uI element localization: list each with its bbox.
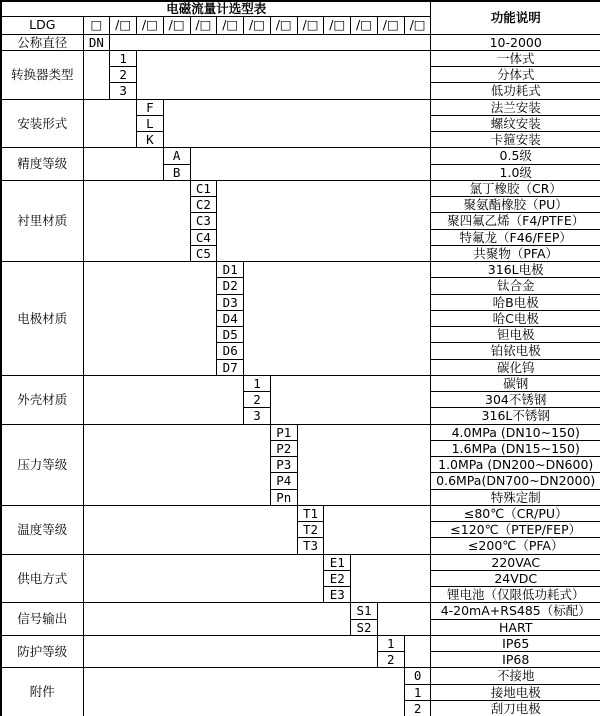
- code-box: /□: [404, 16, 431, 34]
- code-box: /□: [377, 16, 404, 34]
- filler-cell: [163, 99, 431, 148]
- code-cell: 1: [377, 635, 404, 651]
- code-box: /□: [270, 16, 297, 34]
- filler-cell: [83, 99, 137, 148]
- desc-cell: 不接地: [431, 668, 600, 684]
- page-title: 电磁流量计选型表: [1, 1, 431, 16]
- code-cell: E3: [324, 587, 351, 603]
- filler-cell: [404, 635, 431, 668]
- model-prefix: LDG: [1, 16, 83, 34]
- code-cell: Pn: [270, 489, 297, 505]
- code-cell: E1: [324, 554, 351, 570]
- code-cell: 2: [404, 700, 431, 716]
- desc-cell: 特氟龙（F46/FEP）: [431, 229, 600, 245]
- filler-cell: [83, 635, 377, 668]
- desc-cell: 24VDC: [431, 570, 600, 586]
- desc-cell: 氯丁橡胶（CR）: [431, 180, 600, 196]
- desc-cell: IP68: [431, 652, 600, 668]
- section-label: 外壳材质: [1, 375, 83, 424]
- code-cell: T1: [297, 505, 324, 521]
- section-label: 信号输出: [1, 603, 83, 636]
- code-cell: C3: [190, 213, 217, 229]
- code-cell: C5: [190, 245, 217, 261]
- desc-cell: 刮刀电极: [431, 700, 600, 716]
- code-cell: D2: [217, 278, 244, 294]
- function-description-header: 功能说明: [431, 1, 600, 34]
- code-cell: D5: [217, 327, 244, 343]
- desc-cell: HART: [431, 619, 600, 635]
- desc-cell: 碳钢: [431, 375, 600, 391]
- desc-cell: IP65: [431, 635, 600, 651]
- code-cell: 1: [404, 684, 431, 700]
- section-label: 精度等级: [1, 148, 83, 181]
- code-cell: S2: [351, 619, 378, 635]
- section-label: 供电方式: [1, 554, 83, 603]
- section-label: 防护等级: [1, 635, 83, 668]
- desc-cell: 聚四氟乙烯（F4/PTFE）: [431, 213, 600, 229]
- code-cell: 2: [244, 392, 271, 408]
- filler-cell: [297, 424, 431, 505]
- filler-cell: [137, 50, 431, 99]
- code-box: /□: [351, 16, 378, 34]
- desc-cell: 304不锈钢: [431, 392, 600, 408]
- section-label: 安装形式: [1, 99, 83, 148]
- desc-cell: ≤120℃（PTEP/FEP）: [431, 522, 600, 538]
- filler-cell: [83, 375, 244, 424]
- desc-cell: 0.6MPa(DN700~DN2000): [431, 473, 600, 489]
- desc-cell: 接地电极: [431, 684, 600, 700]
- code-cell: 3: [110, 83, 137, 99]
- code-cell: P1: [270, 424, 297, 440]
- filler-cell: [83, 50, 110, 99]
- code-cell: C4: [190, 229, 217, 245]
- code-cell: P4: [270, 473, 297, 489]
- filler-cell: [324, 505, 431, 554]
- desc-cell: 1.0MPa (DN200~DN600): [431, 457, 600, 473]
- code-cell: 2: [377, 652, 404, 668]
- code-box: /□: [190, 16, 217, 34]
- section-label: 附件: [1, 668, 83, 716]
- code-cell: P3: [270, 457, 297, 473]
- section-label: 公称直径: [1, 34, 83, 50]
- code-cell: T3: [297, 538, 324, 554]
- filler-cell: [83, 505, 297, 554]
- code-box: □: [83, 16, 110, 34]
- code-cell: A: [163, 148, 190, 164]
- filler-cell: [270, 375, 431, 424]
- code-box: /□: [110, 16, 137, 34]
- desc-cell: 聚氨酯橡胶（PU）: [431, 197, 600, 213]
- code-cell: P2: [270, 440, 297, 456]
- code-cell: B: [163, 164, 190, 180]
- desc-cell: 哈B电极: [431, 294, 600, 310]
- filler-cell: [244, 262, 431, 376]
- desc-cell: 一体式: [431, 50, 600, 66]
- filler-cell: [83, 180, 190, 261]
- code-box: /□: [163, 16, 190, 34]
- desc-cell: ≤80℃（CR/PU）: [431, 505, 600, 521]
- code-cell: D7: [217, 359, 244, 375]
- code-cell: D1: [217, 262, 244, 278]
- code-cell: D6: [217, 343, 244, 359]
- filler-cell: [351, 554, 431, 603]
- code-cell: K: [137, 132, 164, 148]
- code-box: /□: [217, 16, 244, 34]
- desc-cell: ≤200℃（PFA）: [431, 538, 600, 554]
- filler-cell: [83, 262, 217, 376]
- filler-cell: [83, 554, 324, 603]
- desc-cell: 低功耗式: [431, 83, 600, 99]
- desc-cell: 卡箍安装: [431, 132, 600, 148]
- section-label: 温度等级: [1, 505, 83, 554]
- code-cell: DN: [83, 34, 110, 50]
- code-cell: C2: [190, 197, 217, 213]
- code-cell: 1: [244, 375, 271, 391]
- section-label: 电极材质: [1, 262, 83, 376]
- filler-cell: [83, 148, 163, 181]
- desc-cell: 哈C电极: [431, 310, 600, 326]
- desc-cell: 共聚物（PFA）: [431, 245, 600, 261]
- desc-cell: 0.5级: [431, 148, 600, 164]
- desc-cell: 钛合金: [431, 278, 600, 294]
- desc-cell: 铂铱电极: [431, 343, 600, 359]
- desc-cell: 1.6MPa (DN15~150): [431, 440, 600, 456]
- desc-cell: 1.0级: [431, 164, 600, 180]
- filler-cell: [110, 34, 431, 50]
- filler-cell: [83, 603, 351, 636]
- desc-cell: 316L不锈钢: [431, 408, 600, 424]
- section-label: 转换器类型: [1, 50, 83, 99]
- filler-cell: [217, 180, 431, 261]
- filler-cell: [190, 148, 431, 181]
- desc-cell: 10-2000: [431, 34, 600, 50]
- desc-cell: 锂电池（仅限低功耗式）: [431, 587, 600, 603]
- code-box: /□: [297, 16, 324, 34]
- desc-cell: 分体式: [431, 67, 600, 83]
- desc-cell: 螺纹安装: [431, 115, 600, 131]
- code-box: /□: [244, 16, 271, 34]
- code-cell: D3: [217, 294, 244, 310]
- desc-cell: 220VAC: [431, 554, 600, 570]
- filler-cell: [83, 424, 270, 505]
- section-label: 衬里材质: [1, 180, 83, 261]
- code-box: /□: [137, 16, 164, 34]
- code-cell: S1: [351, 603, 378, 619]
- filler-cell: [83, 668, 404, 716]
- desc-cell: 4-20mA+RS485（标配）: [431, 603, 600, 619]
- desc-cell: 316L电极: [431, 262, 600, 278]
- code-cell: 2: [110, 67, 137, 83]
- code-cell: 0: [404, 668, 431, 684]
- desc-cell: 法兰安装: [431, 99, 600, 115]
- code-cell: 3: [244, 408, 271, 424]
- desc-cell: 钽电极: [431, 327, 600, 343]
- desc-cell: 特殊定制: [431, 489, 600, 505]
- code-cell: D4: [217, 310, 244, 326]
- code-box: /□: [324, 16, 351, 34]
- code-cell: T2: [297, 522, 324, 538]
- code-cell: L: [137, 115, 164, 131]
- filler-cell: [377, 603, 431, 636]
- desc-cell: 4.0MPa (DN10~150): [431, 424, 600, 440]
- section-label: 压力等级: [1, 424, 83, 505]
- code-cell: 1: [110, 50, 137, 66]
- code-cell: C1: [190, 180, 217, 196]
- desc-cell: 碳化钨: [431, 359, 600, 375]
- code-cell: F: [137, 99, 164, 115]
- code-cell: E2: [324, 570, 351, 586]
